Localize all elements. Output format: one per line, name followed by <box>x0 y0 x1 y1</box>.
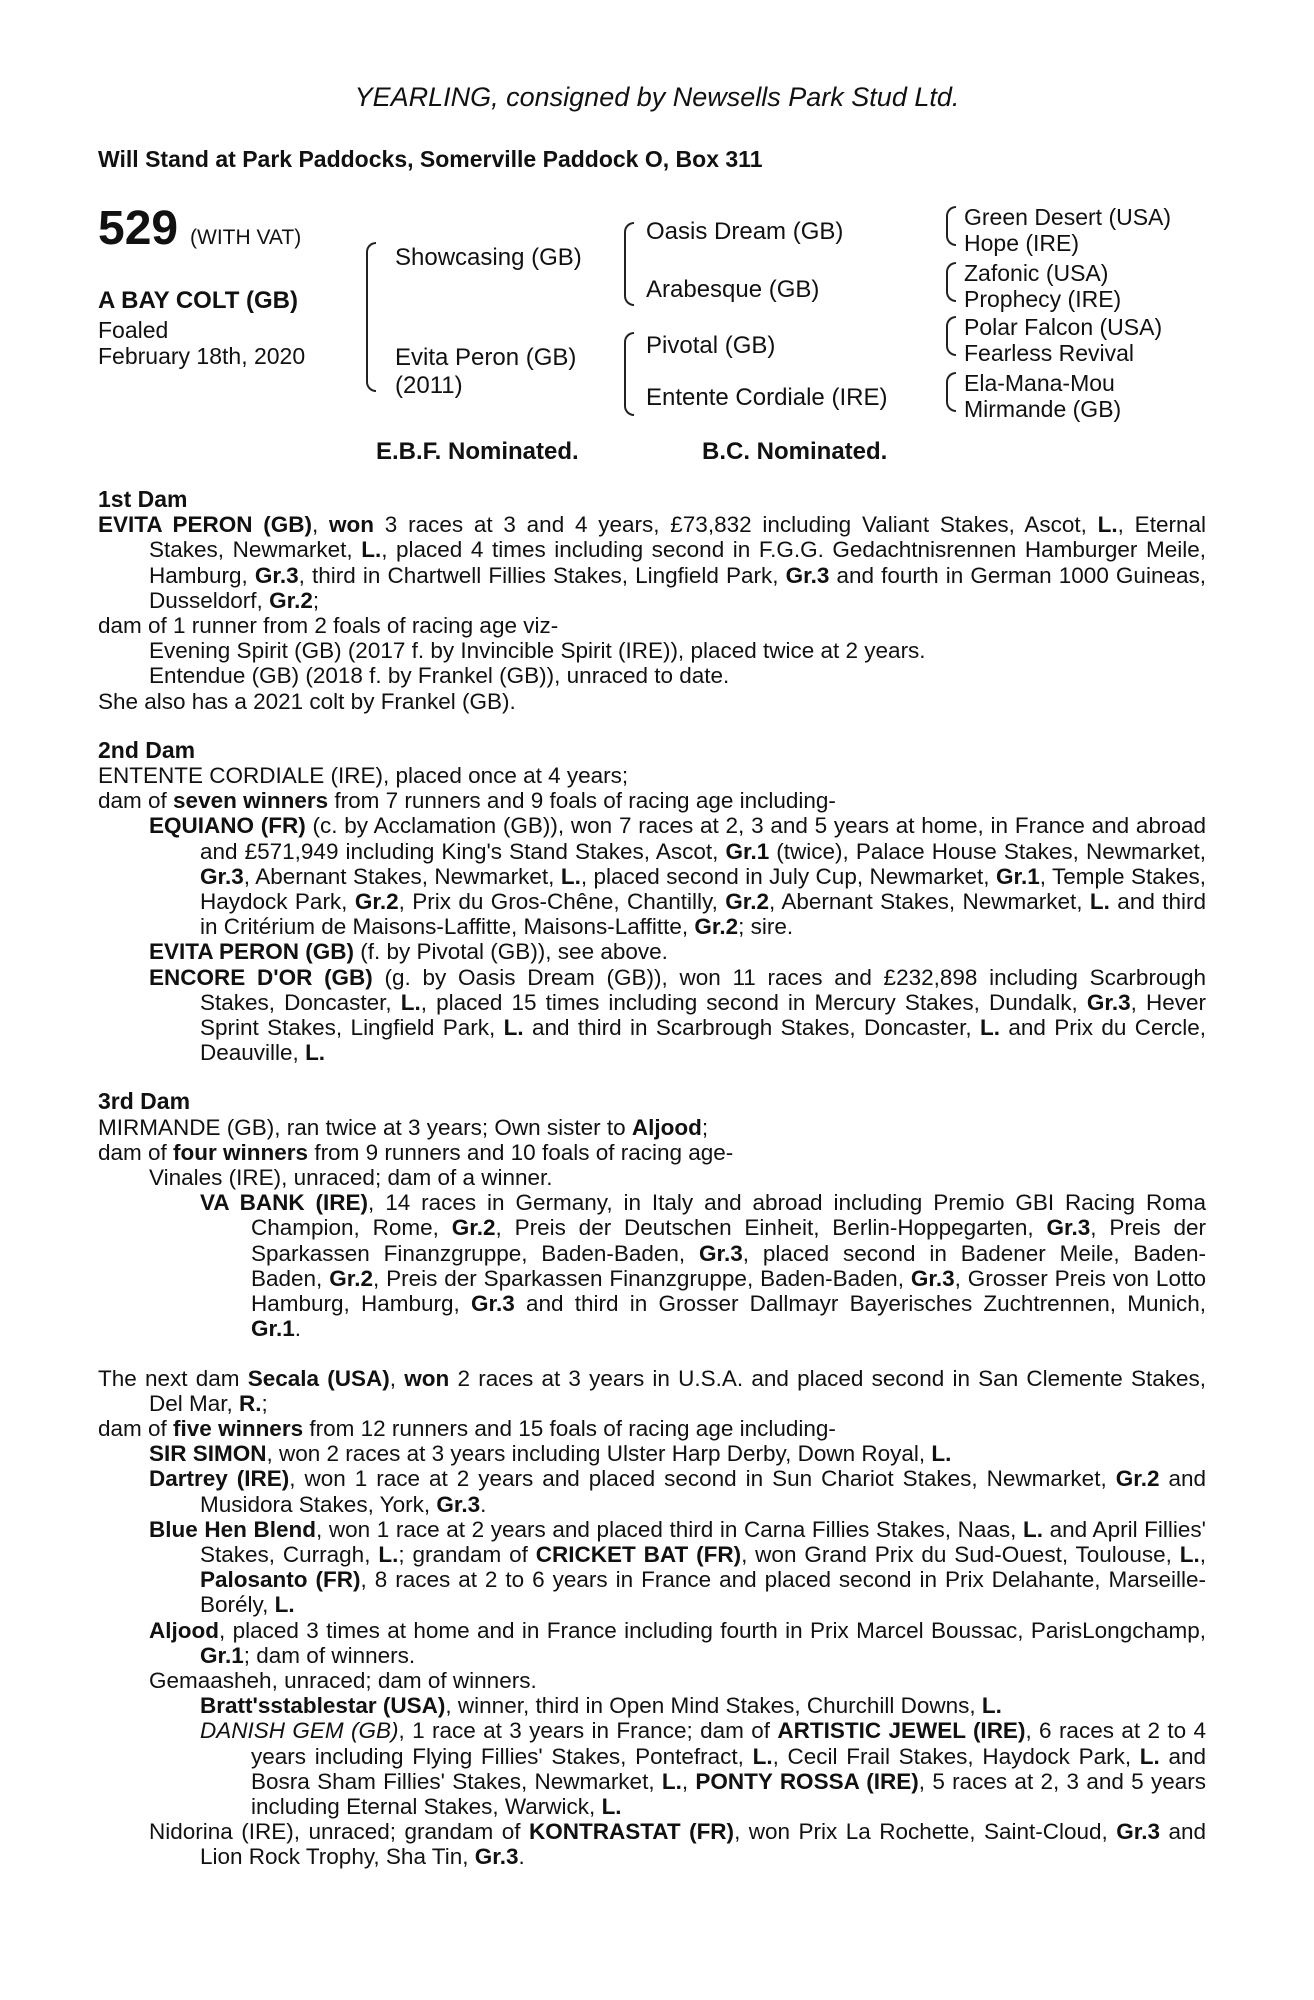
produce-entry: VA BANK (IRE), 14 races in Germany, in Italy and abroad including Premio GBI Racing Roma Champion, Rome, Gr.2, Preis der Deutschen Einheit, Berlin-Hoppegarten, Gr.3, Preis der Sparkassen Finanzgruppe, Baden-Baden, Gr.3, placed second in Badener Meile, Baden-Baden, Gr.2, Preis der Sparkassen Finanzgruppe, Baden-Baden, Gr.3, Grosser Preis von Lotto Hamburg, Hamburg, Gr.3 and third in Grosser Dallmayr Bayerisches Zuchtrennen, Munich, Gr.1. <box>200 1190 1206 1342</box>
pedigree-brace-gen3-4 <box>946 372 956 412</box>
pedigree-brace-gen3-2 <box>946 262 956 302</box>
vat-label: (WITH VAT) <box>190 226 302 249</box>
dam-of-line: dam of four winners from 9 runners and 10 foals of racing age- <box>98 1139 734 1165</box>
section-heading: 3rd Dam <box>98 1088 191 1115</box>
foaled-label: Foaled <box>98 317 169 343</box>
pedigree-brace-gen3-1 <box>946 206 956 246</box>
produce-entry: EQUIANO (FR) (c. by Acclamation (GB)), won 7 races at 2, 3 and 5 years at home, in France and abroad and £571,949 including King's Stand Stakes, Ascot, Gr.1 (twice), Palace House Stakes, Newmarket, Gr.3, Abernant Stakes, Newmarket, L., placed second in July Cup, Newmarket, Gr.1, Temple Stakes, Haydock Park, Gr.2, Prix du Gros-Chêne, Chantilly, Gr.2, Abernant Stakes, Newmarket, L. and third in Critérium de Maisons-Laffitte, Maisons-Laffitte, Gr.2; sire. <box>149 813 1206 940</box>
produce-entry: Aljood, placed 3 times at home and in France including fourth in Prix Marcel Boussac, ParisLongchamp, Gr.1; dam of winners. <box>149 1617 1206 1668</box>
also-has-line: She also has a 2021 colt by Frankel (GB). <box>98 688 516 714</box>
pedigree-dam-sire: Pivotal (GB) <box>646 332 776 359</box>
produce-entry: Vinales (IRE), unraced; dam of a winner. <box>149 1165 553 1191</box>
produce-entry: Gemaasheh, unraced; dam of winners. <box>149 1667 537 1693</box>
first-dam-section <box>98 487 1206 714</box>
section-heading: 2nd Dam <box>98 736 196 763</box>
produce-entry: Evening Spirit (GB) (2017 f. by Invincible Spirit (IRE)), placed twice at 2 years. <box>149 638 926 664</box>
produce-entry: SIR SIMON, won 2 races at 3 years including Ulster Harp Derby, Down Royal, L. <box>149 1441 952 1467</box>
produce-entry: EVITA PERON (GB) (f. by Pivotal (GB)), see above. <box>149 939 668 965</box>
pedigree-brace-gen2-sire <box>624 222 634 306</box>
pedigree-g8: Mirmande (GB) <box>964 396 1122 422</box>
pedigree-brace-gen3-3 <box>946 316 956 356</box>
pedigree-brace-gen2-dam <box>624 332 634 416</box>
pedigree-sire-dam: Arabesque (GB) <box>646 276 820 303</box>
next-dam-section <box>98 1366 1206 1870</box>
dam-of-line: dam of 1 runner from 2 foals of racing age viz- <box>98 613 559 639</box>
pedigree-brace-gen1 <box>366 242 376 392</box>
pedigree-dam: Evita Peron (GB) <box>395 344 577 371</box>
catalogue-body <box>98 487 1206 1870</box>
dam-of-line: dam of seven winners from 7 runners and 9 foals of racing age including- <box>98 788 836 814</box>
dam-record: ENTENTE CORDIALE (IRE), placed once at 4 years; <box>98 763 629 789</box>
pedigree-g4: Prophecy (IRE) <box>964 286 1122 312</box>
produce-entry: ENCORE D'OR (GB) (g. by Oasis Dream (GB)), won 11 races and £232,898 including Scarbrough Stakes, Doncaster, L., placed 15 times including second in Mercury Stakes, Dundalk, Gr.3, Hever Sprint Stakes, Lingfield Park, L. and third in Scarbrough Stakes, Doncaster, L. and Prix du Cercle, Deauville, L. <box>149 964 1207 1066</box>
third-dam-section <box>98 1089 1206 1341</box>
pedigree-g6: Fearless Revival <box>964 340 1134 366</box>
pedigree-g1: Green Desert (USA) <box>964 204 1172 230</box>
pedigree-sire-sire: Oasis Dream (GB) <box>646 218 844 245</box>
pedigree-g7: Ela-Mana-Mou <box>964 370 1115 396</box>
pedigree-dam-year: (2011) <box>395 372 463 399</box>
section-heading: 1st Dam <box>98 486 188 512</box>
stand-location: Will Stand at Park Paddocks, Somerville Paddock O, Box 311 <box>98 146 763 172</box>
foaled-date: February 18th, 2020 <box>98 343 306 369</box>
produce-entry: Nidorina (IRE), unraced; grandam of KONTRASTAT (FR), won Prix La Rochette, Saint-Cloud, Gr.3 and Lion Rock Trophy, Sha Tin, Gr.3. <box>149 1819 1207 1870</box>
pedigree-g2: Hope (IRE) <box>964 230 1080 256</box>
dam-record: MIRMANDE (GB), ran twice at 3 years; Own sister to Aljood; <box>98 1114 709 1140</box>
consignor-heading: YEARLING, consigned by Newsells Park Stud Ltd. <box>354 82 960 112</box>
bc-nomination: B.C. Nominated. <box>702 438 888 465</box>
lot-description: A BAY COLT (GB) <box>98 287 299 314</box>
pedigree-g5: Polar Falcon (USA) <box>964 314 1163 340</box>
produce-entry: Entendue (GB) (2018 f. by Frankel (GB)), unraced to date. <box>149 663 730 689</box>
produce-entry: Blue Hen Blend, won 1 race at 2 years and placed third in Carna Fillies Stakes, Naas, L. and April Fillies' Stakes, Curragh, L.; grandam of CRICKET BAT (FR), won Grand Prix du Sud-Ouest, Toulouse, L., Palosanto (FR), 8 races at 2 to 6 years in France and placed second in Prix Delahante, Marseille-Borély, L. <box>149 1516 1206 1618</box>
dam-record: The next dam Secala (USA), won 2 races at 3 years in U.S.A. and placed second in San Clemente Stakes, Del Mar, R.; <box>98 1365 1206 1416</box>
second-dam-section <box>98 738 1206 1066</box>
dam-record: EVITA PERON (GB), won 3 races at 3 and 4 years, £73,832 including Valiant Stakes, Ascot, L., Eternal Stakes, Newmarket, L., placed 4 times including second in F.G.G. Gedachtnisrennen Hamburger Meile, Hamburg, Gr.3, third in Chartwell Fillies Stakes, Lingfield Park, Gr.3 and fourth in German 1000 Guineas, Dusseldorf, Gr.2; <box>98 512 1206 613</box>
produce-entry: DANISH GEM (GB), 1 race at 3 years in France; dam of ARTISTIC JEWEL (IRE), 6 races at 2 to 4 years including Flying Fillies' Stakes, Pontefract, L., Cecil Frail Stakes, Haydock Park, L. and Bosra Sham Fillies' Stakes, Newmarket, L., PONTY ROSSA (IRE), 5 races at 2, 3 and 5 years including Eternal Stakes, Warwick, L. <box>200 1718 1206 1819</box>
lot-number: 529 <box>98 202 179 255</box>
produce-entry: Dartrey (IRE), won 1 race at 2 years and placed second in Sun Chariot Stakes, Newmarket, Gr.2 and Musidora Stakes, York, Gr.3. <box>149 1466 1206 1517</box>
pedigree-dam-dam: Entente Cordiale (IRE) <box>646 384 888 411</box>
dam-of-line: dam of five winners from 12 runners and 15 foals of racing age including- <box>98 1415 836 1441</box>
produce-entry: Bratt'sstablestar (USA), winner, third in Open Mind Stakes, Churchill Downs, L. <box>200 1693 1002 1719</box>
pedigree-g3: Zafonic (USA) <box>964 260 1109 286</box>
pedigree-sire: Showcasing (GB) <box>395 244 582 271</box>
ebf-nomination: E.B.F. Nominated. <box>376 438 579 465</box>
